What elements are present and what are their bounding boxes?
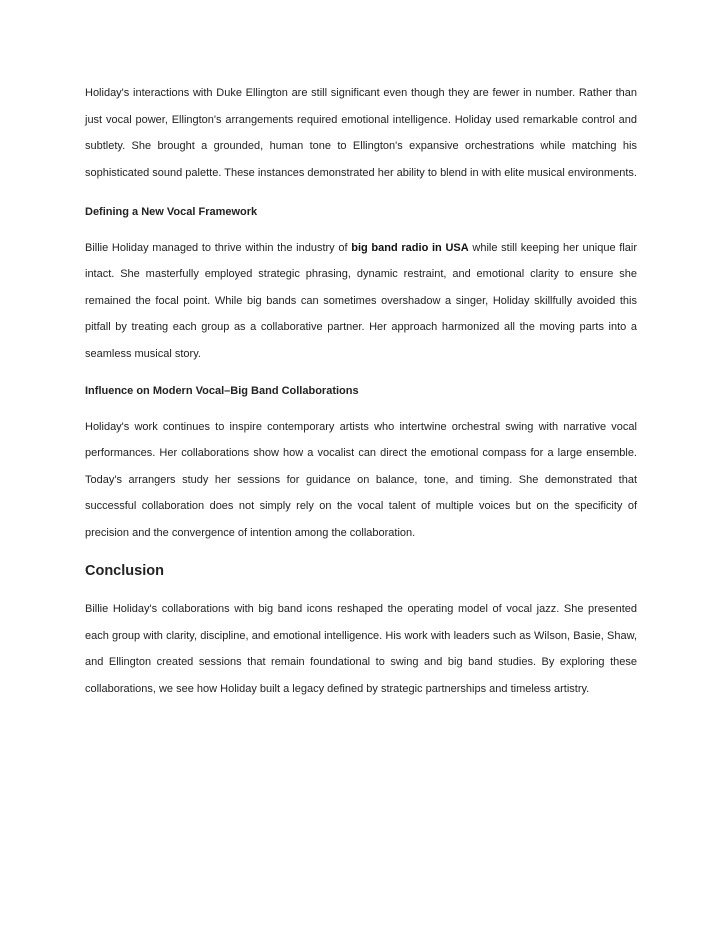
paragraph-text: while still keeping her unique flair intact. She masterfully employed strategic phrasing, dynamic restraint, and emotional clarity to ensure she remained the focal point. While big bands can sometimes overshadow a singer, Holiday skillfully avoided this pitfall by treating each group as a collaborative partner. Her approach harmonized all the moving parts into a seamless musical story. bbox=[85, 241, 638, 360]
paragraph-conclusion: Billie Holiday's collaborations with big band icons reshaped the operating model of vocal jazz. She presented each group with clarity, discipline, and emotional intelligence. His work with leaders such as Wilson, Basie, Shaw, and Ellington created sessions that remain foundational to swing and big band studies. By exploring these collaborations, we see how Holiday built a legacy defined by strategic partnerships and timeless artistry. bbox=[85, 603, 637, 695]
paragraph-text: Billie Holiday managed to thrive within the industry of bbox=[85, 241, 352, 254]
paragraph-vocal-framework bbox=[85, 235, 637, 368]
spacer bbox=[85, 367, 637, 378]
spacer bbox=[85, 186, 637, 199]
bold-link-text: big band radio in USA bbox=[351, 241, 469, 254]
subheading-modern-influence: Influence on Modern Vocal–Big Band Collaborations bbox=[85, 385, 359, 397]
heading-conclusion: Conclusion bbox=[85, 563, 164, 579]
spacer bbox=[85, 226, 637, 235]
spacer bbox=[85, 546, 637, 558]
spacer bbox=[85, 405, 637, 414]
paragraph-ellington: Holiday's interactions with Duke Ellington are still significant even though they are fewer in number. Rather than just vocal power, Ellington's arrangements required emotional intelligence. Holiday used remarkable control and subtlety. She brought a grounded, human tone to Ellington's expansive orchestrations while matching his sophisticated sound palette. These instances demonstrated her ability to blend in with elite musical environments. bbox=[85, 87, 637, 179]
subheading-vocal-framework: Defining a New Vocal Framework bbox=[85, 206, 258, 218]
paragraph-modern-influence: Holiday's work continues to inspire contemporary artists who intertwine orchestral swing with narrative vocal performances. Her collaborations show how a vocalist can direct the emotional compass for a large ensemble. Today's arrangers study her sessions for guidance on balance, tone, and timing. She demonstrated that successful collaboration does not simply rely on the vocal talent of multiple voices but on the specificity of precision and the convergence of intention among the collaboration. bbox=[85, 420, 637, 539]
document-page bbox=[85, 80, 637, 702]
spacer bbox=[85, 584, 637, 596]
